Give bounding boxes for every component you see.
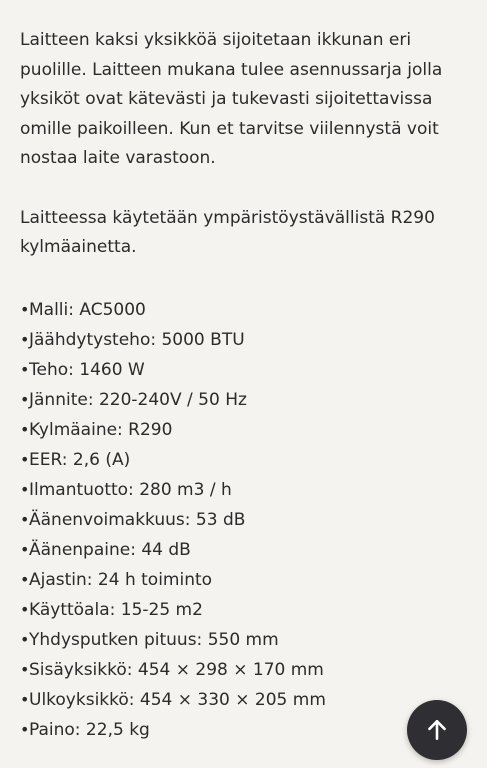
spec-item-weight [20,715,460,745]
bullet: • [20,299,30,319]
bullet: • [20,479,30,499]
bullet: • [20,719,30,739]
spec-text: Malli: AC5000 [29,299,146,320]
bullet: • [20,629,30,649]
spec-text: Jäähdytysteho: 5000 BTU [29,329,245,350]
description-paragraph-2: Laitteessa käytetään ympäristöystävällistä R290 kylmäainetta. [20,207,435,258]
spec-item-sound-power [20,505,460,535]
spec-item-airflow [20,475,460,505]
bullet: • [20,389,30,409]
spec-text: Äänenpaine: 44 dB [29,539,191,560]
spec-item-model [20,295,460,325]
spec-item-voltage [20,385,460,415]
spec-text: Ajastin: 24 h toiminto [29,569,213,590]
spec-item-indoor-unit [20,655,460,685]
spec-item-pipe-length [20,625,460,655]
bullet: • [20,329,30,349]
spec-item-outdoor-unit [20,685,460,715]
bullet: • [20,449,30,469]
spec-item-sound-pressure [20,535,460,565]
bullet: • [20,419,30,439]
arrow-up-icon [424,717,450,743]
spec-list [20,295,460,745]
bullet: • [20,359,30,379]
spec-item-timer [20,565,460,595]
spec-text: Käyttöala: 15-25 m2 [29,599,203,620]
spec-text: Kylmäaine: R290 [29,419,173,440]
spec-item-coverage-area [20,595,460,625]
spec-text: Teho: 1460 W [29,359,145,380]
bullet: • [20,569,30,589]
spec-item-eer [20,445,460,475]
product-description [20,26,460,745]
spec-item-power [20,355,460,385]
spec-text: Sisäyksikkö: 454 × 298 × 170 mm [29,659,324,680]
bullet: • [20,509,30,529]
spec-text: Paino: 22,5 kg [29,719,150,740]
spec-text: Ulkoyksikkö: 454 × 330 × 205 mm [29,689,326,710]
bullet: • [20,599,30,619]
spec-item-refrigerant [20,415,460,445]
spec-text: EER: 2,6 (A) [29,449,131,470]
scroll-to-top-button[interactable] [407,700,467,760]
spec-text: Ilmantuotto: 280 m3 / h [29,479,232,500]
description-paragraph-1: Laitteen kaksi yksikköä sijoitetaan ikkunan eri puolille. Laitteen mukana tulee asennussarja jolla yksiköt ovat kätevästi ja tukevasti sijoitettavissa omille paikoilleen. Kun et tarvitse viilennystä voit nostaa laite varastoon. [20,30,443,169]
spec-item-cooling-capacity [20,325,460,355]
spec-text: Yhdysputken pituus: 550 mm [29,629,279,650]
bullet: • [20,689,30,709]
spec-text: Jännite: 220-240V / 50 Hz [29,389,247,410]
spec-text: Äänenvoimakkuus: 53 dB [29,509,246,530]
bullet: • [20,539,30,559]
bullet: • [20,659,30,679]
